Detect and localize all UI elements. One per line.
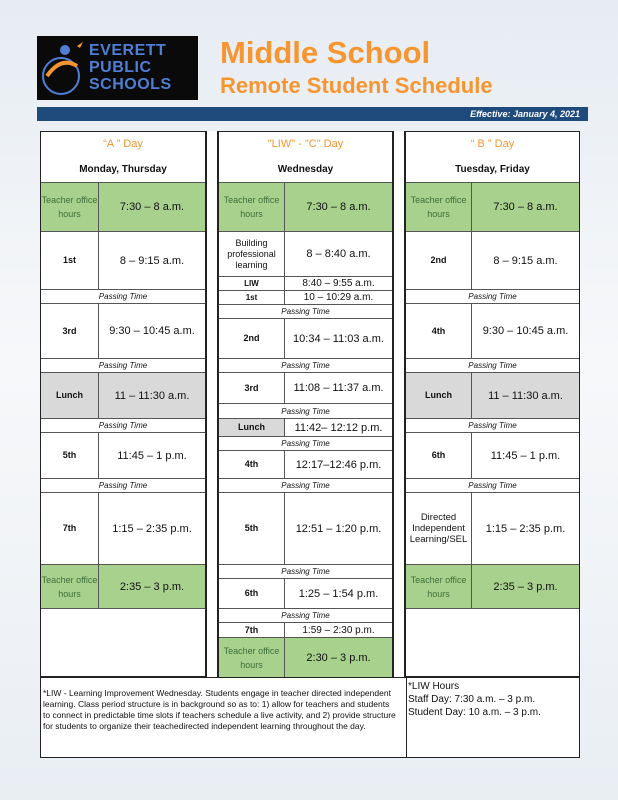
row-time: 2:35 – 3 p.m.: [119, 580, 185, 593]
passing-time-row: Passing Time: [41, 418, 205, 432]
row-time: 8 – 9:15 a.m.: [119, 254, 185, 267]
liw-hours: [408, 680, 578, 719]
row-label: Directed Independent Learning/SEL: [406, 493, 472, 564]
row-time: 11:42– 12:12 p.m.: [285, 419, 392, 436]
row-label: 1st: [219, 291, 285, 304]
period-row: [406, 303, 579, 358]
period-row: [41, 303, 205, 358]
row-time: 7:30 – 8 a.m.: [119, 201, 185, 213]
passing-time-row: Passing Time: [406, 289, 579, 303]
row-label: 2nd: [406, 232, 472, 289]
row-label: 4th: [406, 304, 472, 358]
row-time: 1:59 – 2:30 p.m.: [302, 624, 375, 636]
row-time: 12:51 – 1:20 p.m.: [295, 522, 382, 535]
passing-time-row: Passing Time: [406, 358, 579, 372]
row-label: 3rd: [219, 373, 285, 403]
row-time: 1:25 – 1:54 p.m.: [298, 587, 379, 600]
day-names: Tuesday, Friday: [455, 164, 530, 175]
passing-time-row: Passing Time: [219, 436, 392, 450]
row-label: Lunch: [406, 373, 472, 418]
period-row: [406, 231, 579, 289]
row-label: Teacher office hours: [41, 183, 99, 231]
liw-hours-title: *LIW Hours: [408, 681, 460, 692]
period-row: [219, 492, 392, 564]
period-row: [219, 318, 392, 358]
passing-time-row: Passing Time: [41, 358, 205, 372]
passing-time-row: Passing Time: [406, 418, 579, 432]
row-time: 8 – 8:40 a.m.: [306, 248, 371, 260]
passing-time-row: Passing Time: [41, 289, 205, 303]
logo-line: PUBLIC: [89, 59, 152, 76]
row-label: Teacher office hours: [219, 183, 285, 231]
row-time: 11:08 – 11:37 a.m.: [293, 382, 384, 394]
row-time: 10 – 10:29 a.m.: [303, 292, 374, 303]
day-title: "LIW" - "C" Day: [267, 138, 344, 150]
lunch-row: [219, 418, 392, 436]
column-separator: [206, 131, 218, 677]
page-title: Middle School: [220, 35, 431, 70]
row-time: 12:17–12:46 p.m.: [295, 458, 382, 471]
passing-time-row: Passing Time: [219, 478, 392, 492]
passing-time-row: Passing Time: [219, 358, 392, 372]
row-label: 6th: [406, 433, 472, 478]
district-logo: [37, 36, 198, 100]
column-a-day: [40, 131, 206, 677]
period-row: [41, 492, 205, 564]
row-time: 8:40 – 9:55 a.m.: [302, 278, 375, 289]
passing-time-row: Passing Time: [219, 304, 392, 318]
day-names: Wednesday: [277, 164, 334, 175]
period-row: [41, 432, 205, 478]
period-row: [219, 290, 392, 304]
row-time: 11 – 11:30 a.m.: [488, 389, 563, 402]
row-time: 2:30 – 3 p.m.: [306, 652, 371, 664]
row-label: 2nd: [219, 319, 285, 358]
footer-divider: [406, 678, 407, 757]
teacher-office-hours-row: [406, 182, 579, 231]
row-label: Teacher office hours: [406, 183, 472, 231]
passing-time-row: Passing Time: [219, 564, 392, 578]
row-time: 11:45 – 1 p.m.: [490, 449, 561, 462]
column-separator: [393, 131, 405, 677]
logo-line: SCHOOLS: [89, 76, 172, 93]
row-label: Lunch: [41, 373, 99, 418]
row-label: 5th: [41, 433, 99, 478]
period-row: [41, 231, 205, 289]
effective-date-bar: [37, 107, 588, 121]
row-time: 7:30 – 8 a.m.: [493, 201, 558, 213]
day-header: [41, 132, 205, 182]
row-time: 11:45 – 1 p.m.: [117, 449, 187, 462]
row-label: Teacher office hours: [41, 565, 99, 608]
row-time: 2:35 – 3 p.m.: [493, 580, 558, 593]
lunch-row: [406, 372, 579, 418]
teacher-office-hours-row: [219, 182, 392, 231]
lunch-row: [41, 372, 205, 418]
row-time: 11 – 11:30 a.m.: [114, 389, 190, 402]
passing-time-row: Passing Time: [406, 478, 579, 492]
page-subtitle: Remote Student Schedule: [220, 73, 493, 98]
period-row: [219, 578, 392, 608]
row-label: Teacher office hours: [219, 638, 285, 678]
row-label: 7th: [219, 623, 285, 637]
liw-row: [219, 276, 392, 290]
passing-time-row: Passing Time: [219, 608, 392, 622]
row-label: 1st: [41, 232, 99, 289]
row-label: 6th: [219, 579, 285, 608]
effective-date: Effective: January 4, 2021: [470, 109, 580, 119]
row-label: 4th: [219, 451, 285, 478]
row-time: 1:15 – 2:35 p.m.: [485, 522, 566, 535]
liw-footnote: *LIW - Learning Improvement Wednesday. Students engage in teacher directed independent learning. Class period structure is in background so as to: 1) allow for teachers and students to connect in predictable time slots if teachers schedule a live activity, and 2) provide structure for students to organize their teachedirected independent learning throughout the day.: [43, 688, 396, 731]
teacher-office-hours-row: [41, 182, 205, 231]
passing-time-row: Passing Time: [219, 403, 392, 418]
building-learning-row: [219, 231, 392, 276]
liw-student-day: Student Day: 10 a.m. – 3 p.m.: [408, 707, 541, 718]
day-header: [219, 132, 392, 182]
day-names: Monday, Thursday: [79, 164, 167, 175]
teacher-office-hours-row: [41, 564, 205, 609]
day-title: “ B ” Day: [470, 138, 515, 150]
column-c-day: [218, 131, 393, 677]
period-row: [219, 372, 392, 403]
directed-learning-row: [406, 492, 579, 564]
liw-staff-day: Staff Day: 7:30 a.m. – 3 p.m.: [408, 694, 536, 705]
row-label: Teacher office hours: [406, 565, 472, 608]
day-title: “A ” Day: [103, 138, 143, 150]
row-time: 8 – 9:15 a.m.: [493, 254, 558, 267]
period-row: [219, 450, 392, 478]
row-time: 10:34 – 11:03 a.m.: [293, 332, 384, 345]
row-time: 7:30 – 8 a.m.: [306, 201, 371, 213]
logo-line: EVERETT: [89, 42, 167, 59]
row-label: 7th: [41, 493, 99, 564]
row-time: 9:30 – 10:45 a.m.: [109, 325, 195, 337]
row-time: 1:15 – 2:35 p.m.: [112, 522, 192, 535]
row-label: Lunch: [219, 419, 285, 436]
row-label: Building professional learning: [219, 232, 285, 276]
row-label: 3rd: [41, 304, 99, 358]
column-b-day: [405, 131, 580, 677]
period-row: [219, 622, 392, 637]
day-header: [406, 132, 579, 182]
passing-time-row: Passing Time: [41, 478, 205, 492]
teacher-office-hours-row: [219, 637, 392, 678]
teacher-office-hours-row: [406, 564, 579, 609]
period-row: [406, 432, 579, 478]
row-label: LIW: [219, 277, 285, 290]
row-time: 9:30 – 10:45 a.m.: [482, 325, 569, 337]
row-label: 5th: [219, 493, 285, 564]
